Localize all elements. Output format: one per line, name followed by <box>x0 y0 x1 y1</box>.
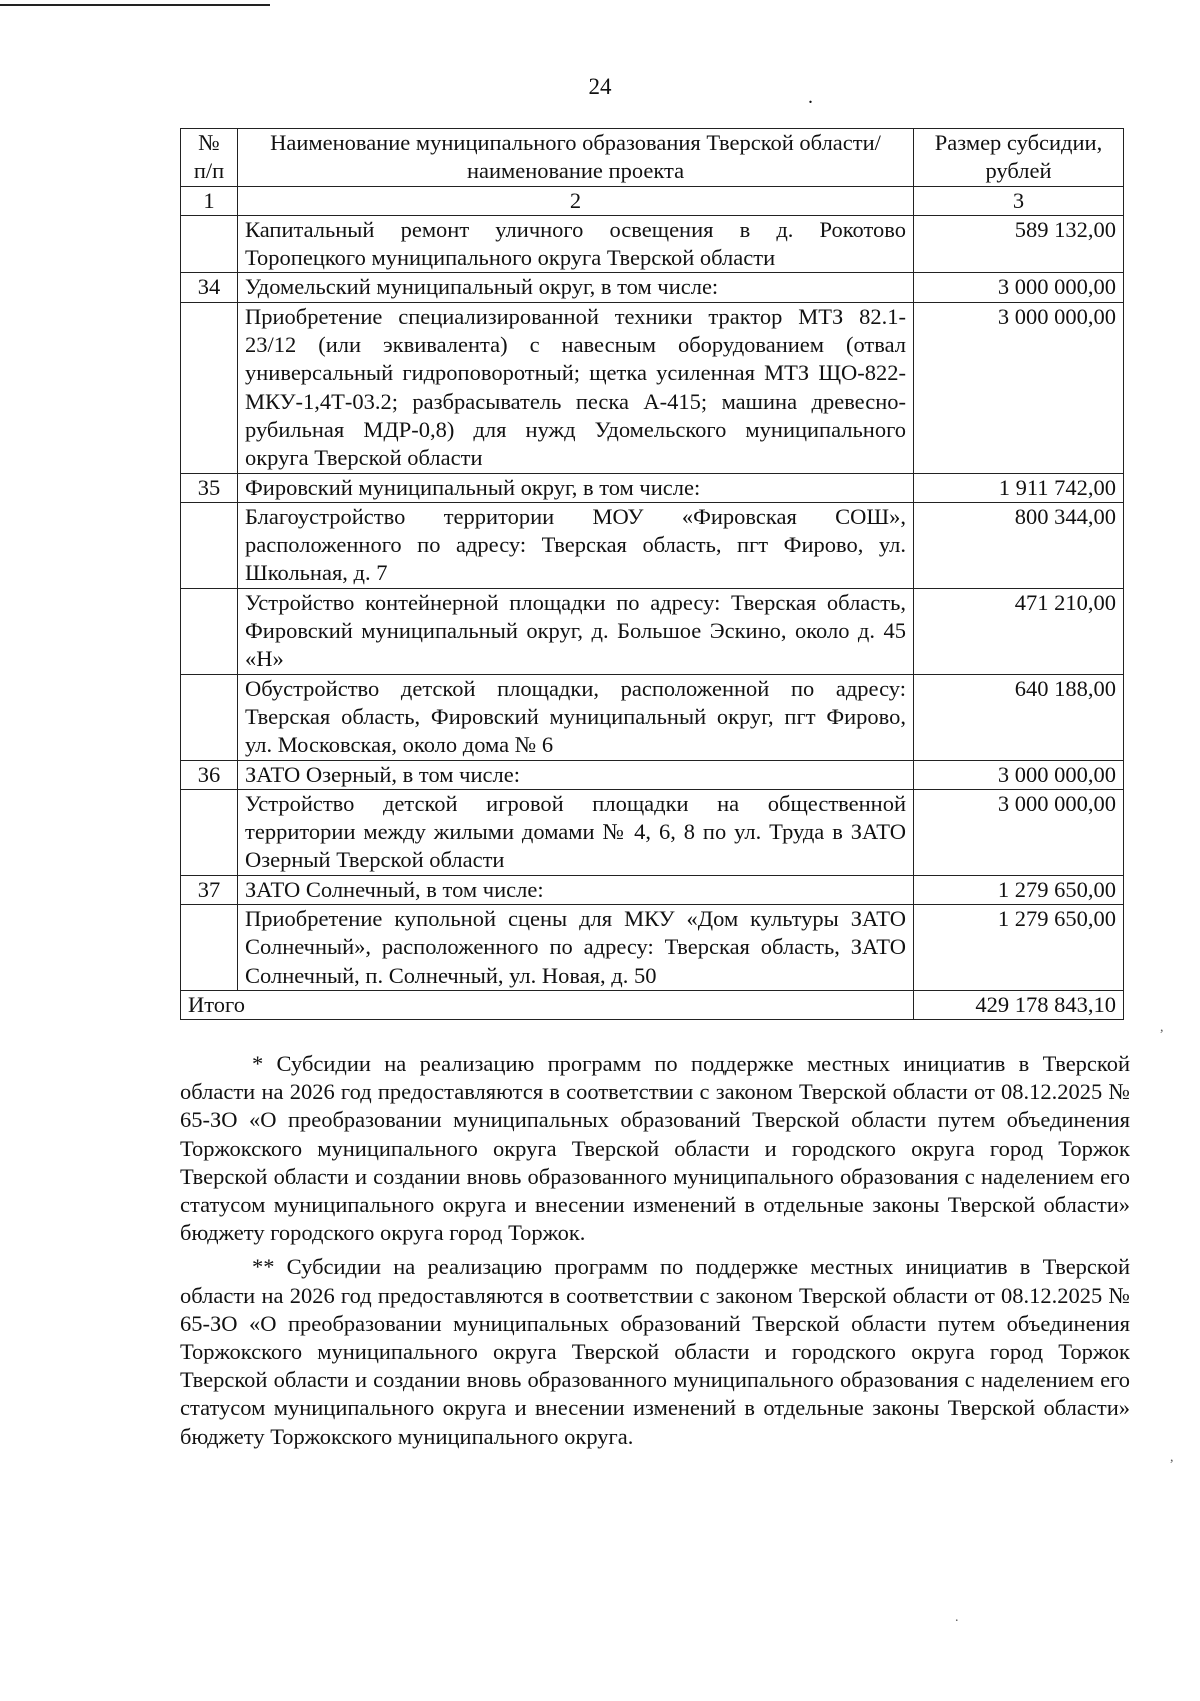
scan-mark: , <box>1170 1450 1174 1465</box>
total-amount: 429 178 843,10 <box>914 990 1124 1019</box>
row-num <box>181 302 238 473</box>
row-name: Обустройство детской площадки, расположенной по адресу: Тверская область, Фировский муниципальный округ, пгт Фирово, ул. Московская, около дома № 6 <box>238 674 914 760</box>
row-name: Приобретение специализированной техники трактор МТЗ 82.1-23/12 (или эквивалента) с навесным оборудованием (отвал универсальный гидроповоротный; щетка усиленная МТЗ ЩО-822-МКУ-1,4Т-03.2; разбрасыватель песка А-415; машина древесно-рубильная МДР-0,8) для нужд Удомельского муниципального округа Тверской области <box>238 302 914 473</box>
table-row <box>181 789 1124 875</box>
row-num: 36 <box>181 760 238 789</box>
table-row <box>181 588 1124 674</box>
row-name: Удомельский муниципальный округ, в том числе: <box>238 273 914 302</box>
header-num: № п/п <box>181 129 238 187</box>
subsidy-table <box>180 128 1124 1020</box>
row-num <box>181 905 238 991</box>
scan-dot: . <box>808 86 813 108</box>
row-amount: 3 000 000,00 <box>914 789 1124 875</box>
row-num: 37 <box>181 875 238 904</box>
row-amount: 1 279 650,00 <box>914 905 1124 991</box>
table-row <box>181 760 1124 789</box>
row-num <box>181 789 238 875</box>
row-num: 34 <box>181 273 238 302</box>
scan-mark: . <box>955 1610 959 1625</box>
row-amount: 1 279 650,00 <box>914 875 1124 904</box>
row-name: Благоустройство территории МОУ «Фировская СОШ», расположенного по адресу: Тверская область, пгт Фирово, ул. Школьная, д. 7 <box>238 502 914 588</box>
footnote: * Субсидии на реализацию программ по поддержке местных инициатив в Тверской области на 2026 год предоставляются в соответствии с законом Тверской области от 08.12.2025 № 65-ЗО «О преобразовании муниципальных образований Тверской области путем объединения Торжокского муниципального округа Тверской области и городского округа город Торжок Тверской области и создании вновь образованного муниципального образования с наделением его статусом муниципального округа и внесении изменений в отдельные законы Тверской области» бюджету городского округа город Торжок. <box>180 1051 1130 1246</box>
row-num: 35 <box>181 473 238 502</box>
scan-mark: , <box>1160 1020 1164 1035</box>
row-name: ЗАТО Солнечный, в том числе: <box>238 875 914 904</box>
row-num <box>181 215 238 273</box>
header-name: Наименование муниципального образования Тверской области/наименование проекта <box>238 129 914 187</box>
table-row <box>181 215 1124 273</box>
row-name: Приобретение купольной сцены для МКУ «Дом культуры ЗАТО Солнечный», расположенного по адресу: Тверская область, ЗАТО Солнечный, п. Солнечный, ул. Новая, д. 50 <box>238 905 914 991</box>
table-row <box>181 674 1124 760</box>
table-header-row <box>181 129 1124 187</box>
row-name: Капитальный ремонт уличного освещения в д. Рокотово Торопецкого муниципального округа Тверской области <box>238 215 914 273</box>
row-amount: 471 210,00 <box>914 588 1124 674</box>
row-num <box>181 674 238 760</box>
page-number: 24 <box>588 74 612 99</box>
footnote: ** Субсидии на реализацию программ по поддержке местных инициатив в Тверской области на 2026 год предоставляются в соответствии с законом Тверской области от 08.12.2025 № 65-ЗО «О преобразовании муниципальных образований Тверской области путем объединения Торжокского муниципального округа Тверской области и городского округа город Торжок Тверской области и создании вновь образованного муниципального образования с наделением его статусом муниципального округа и внесении изменений в отдельные законы Тверской области» бюджету Торжокского муниципального округа. <box>180 1254 1130 1449</box>
table-row <box>181 302 1124 473</box>
row-name: Устройство контейнерной площадки по адресу: Тверская область, Фировский муниципальный округ, д. Большое Эскино, около д. 45 «Н» <box>238 588 914 674</box>
table-row <box>181 875 1124 904</box>
column-number: 2 <box>238 186 914 215</box>
row-num <box>181 588 238 674</box>
row-amount: 3 000 000,00 <box>914 273 1124 302</box>
row-amount: 1 911 742,00 <box>914 473 1124 502</box>
column-number-row <box>181 186 1124 215</box>
row-amount: 640 188,00 <box>914 674 1124 760</box>
row-name: Фировский муниципальный округ, в том числе: <box>238 473 914 502</box>
row-name: Устройство детской игровой площадки на общественной территории между жилыми домами № 4, 6, 8 по ул. Труда в ЗАТО Озерный Тверской области <box>238 789 914 875</box>
column-number: 1 <box>181 186 238 215</box>
table-row <box>181 502 1124 588</box>
total-row <box>181 990 1124 1019</box>
table-row <box>181 473 1124 502</box>
row-name: ЗАТО Озерный, в том числе: <box>238 760 914 789</box>
total-label: Итого <box>181 990 914 1019</box>
scan-edge-line <box>0 4 270 6</box>
table-row <box>181 905 1124 991</box>
row-amount: 3 000 000,00 <box>914 760 1124 789</box>
row-num <box>181 502 238 588</box>
row-amount: 800 344,00 <box>914 502 1124 588</box>
column-number: 3 <box>914 186 1124 215</box>
row-amount: 3 000 000,00 <box>914 302 1124 473</box>
row-amount: 589 132,00 <box>914 215 1124 273</box>
header-amount: Размер субсидии, рублей <box>914 129 1124 187</box>
footnotes <box>180 1050 1130 1457</box>
table-row <box>181 273 1124 302</box>
